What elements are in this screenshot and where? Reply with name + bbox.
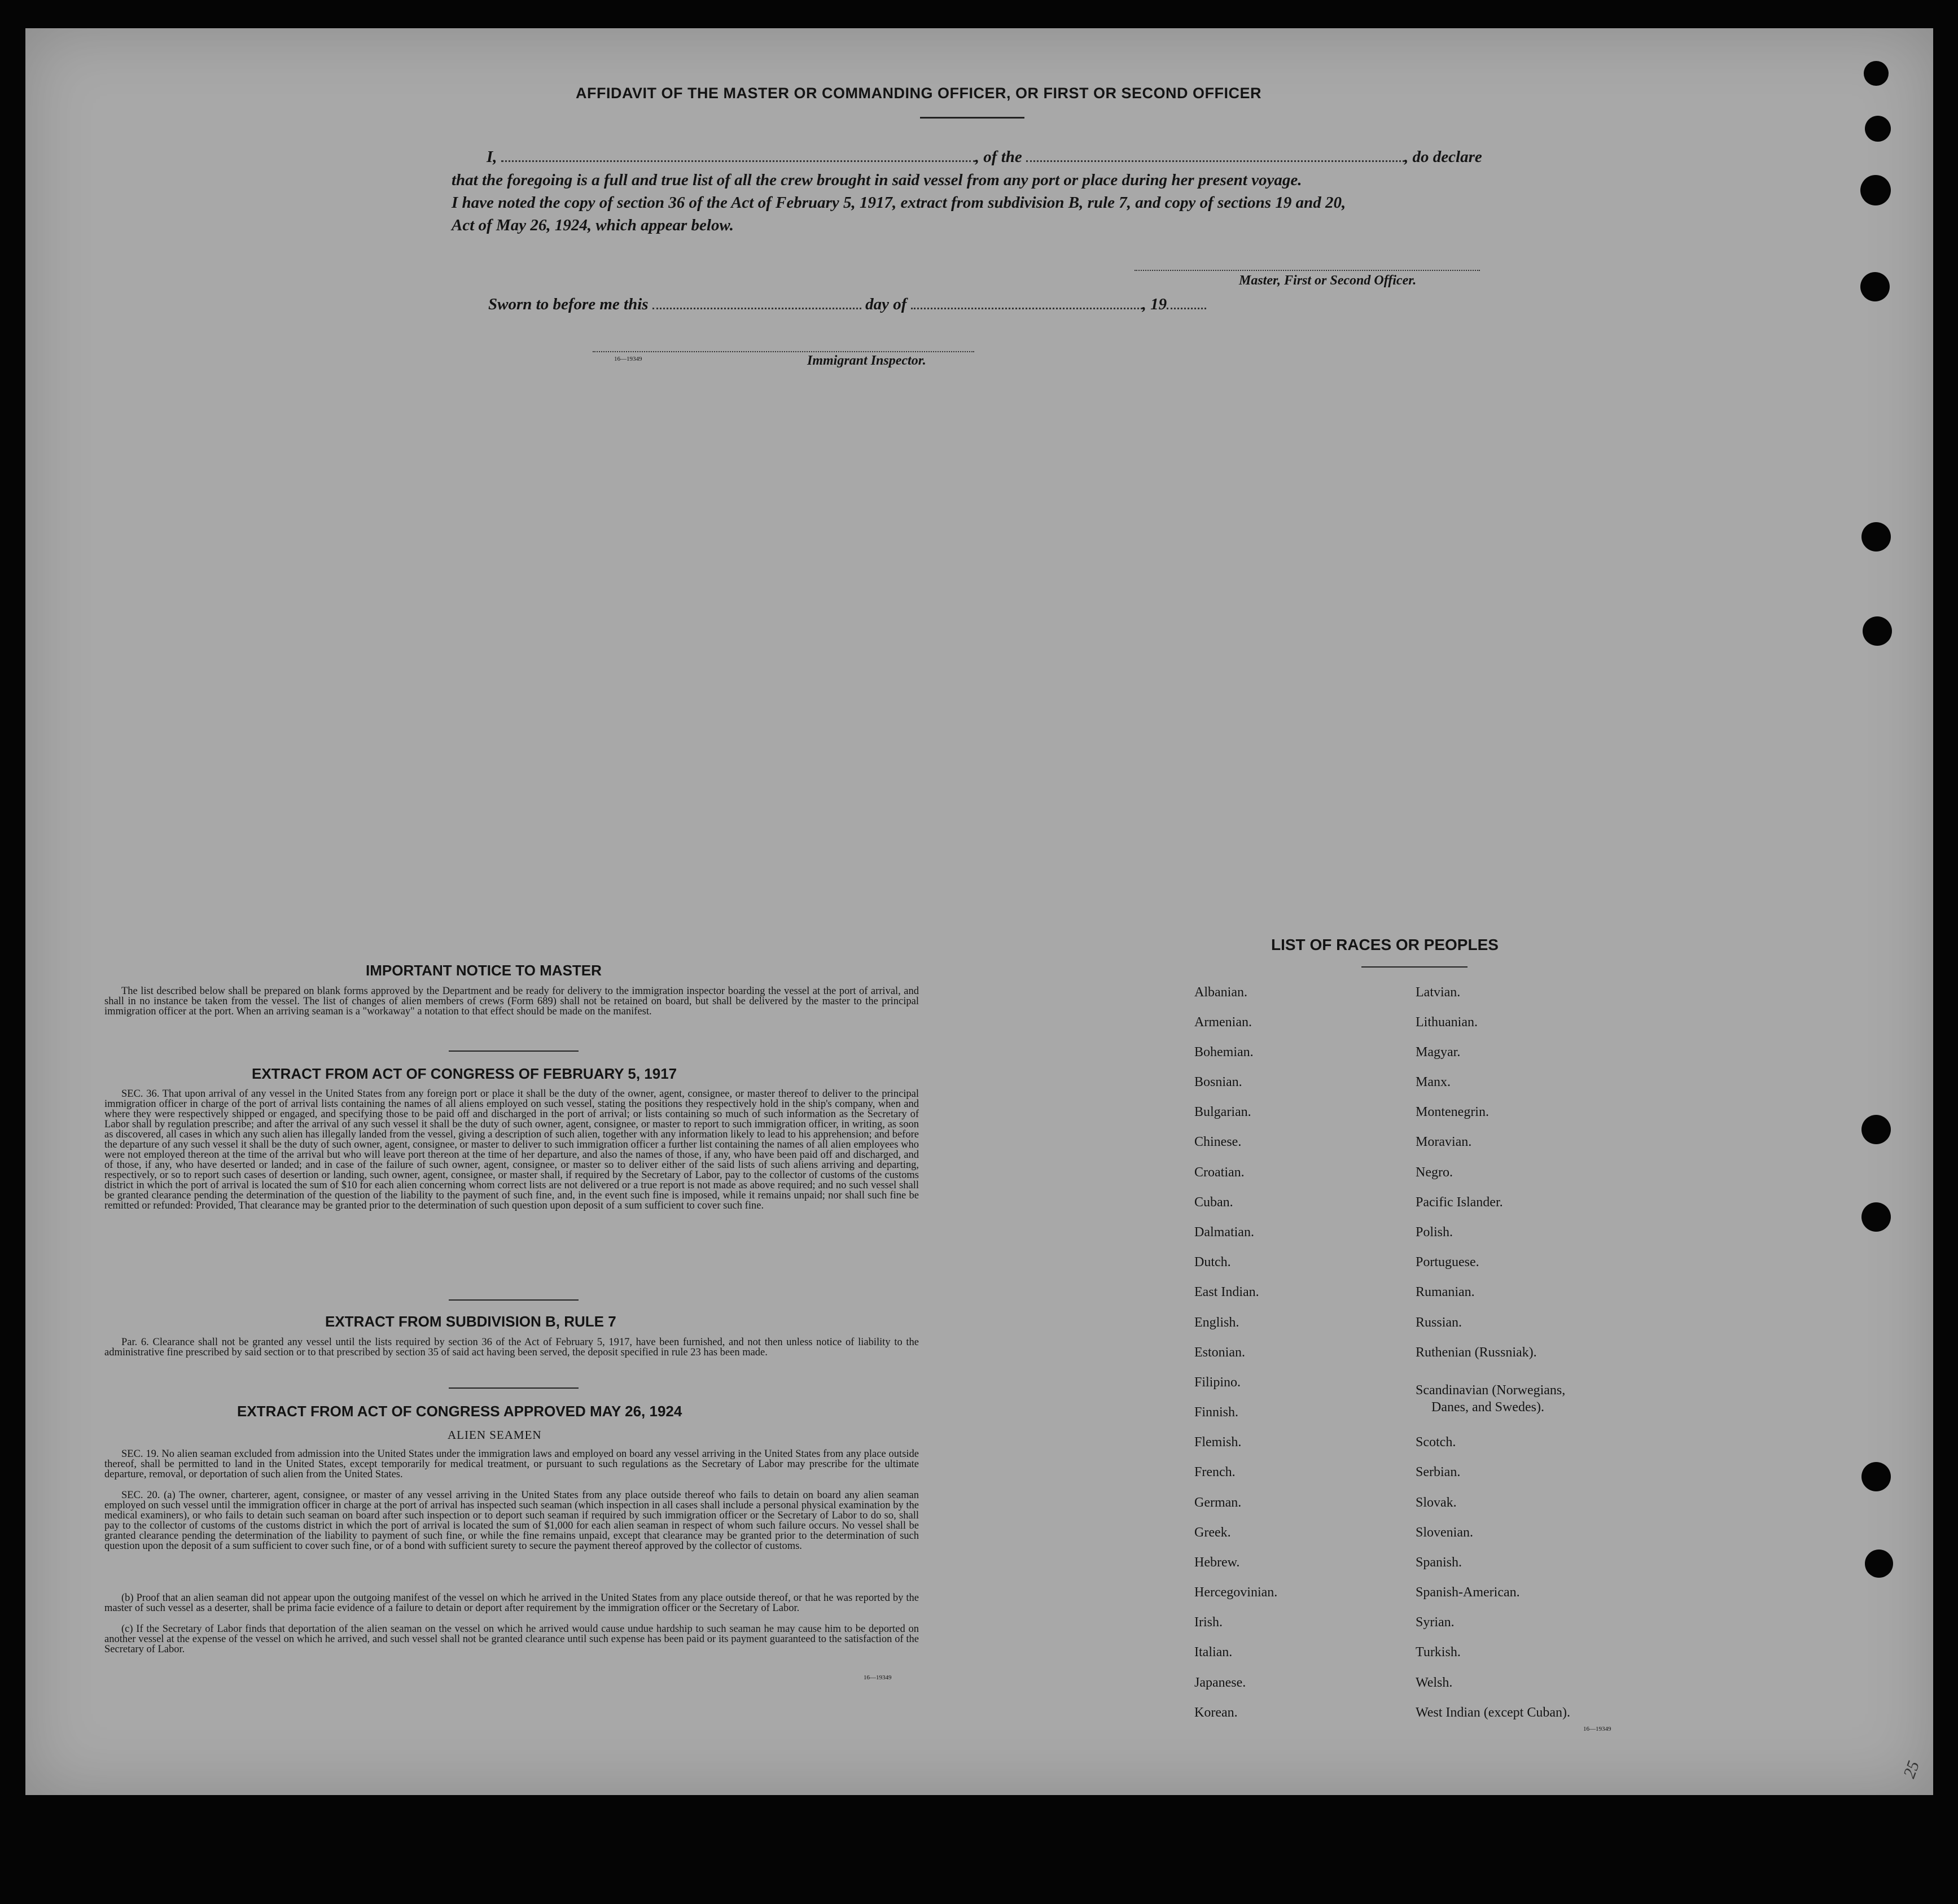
binder-hole [1860,272,1890,301]
race-item: Negro. [1416,1165,1453,1180]
race-item: Flemish. [1194,1435,1242,1450]
divider [449,1387,579,1389]
race-item: Estonian. [1194,1345,1245,1360]
divider [449,1299,579,1301]
race-item: Armenian. [1194,1015,1252,1030]
race-item: Albanian. [1194,985,1247,1000]
year-blank [1167,308,1206,309]
form-number: 16—19349 [864,1674,892,1681]
race-item: Chinese. [1194,1135,1242,1149]
affidavit-line-1 [487,148,1482,167]
race-item: Hercegovinian. [1194,1585,1278,1600]
sworn-text: Sworn to before me this [488,295,649,313]
race-item: Bohemian. [1194,1045,1254,1060]
form-number: 16—19349 [614,356,642,362]
binder-hole [1863,616,1892,646]
notice-text: The list described below shall be prepared on blank forms approved by the Department and be ready for delivery to the immigration inspector boarding the vessel at the port of arrival, and shall in no instance be taken from the vessel. The list of changes of alien members of crews (Form 689) shall not be retained on board, but shall be delivered by the master to the principal immigration officer at the port. When an arriving seaman is a "workaway" a notation to that effect should be made on the manifest. [104,986,919,1017]
affidavit-line-4: Act of May 26, 1924, which appear below. [452,216,734,234]
inspector-label: Immigrant Inspector. [807,353,926,368]
binder-hole [1861,1202,1891,1232]
race-item: Polish. [1416,1225,1453,1240]
rule7-text: Par. 6. Clearance shall not be granted any vessel until the lists required by section 36 of the Act of February 5, 1917, have been furnished, and not then unless notice of liability to the administrative fine prescribed by said section or to that prescribed by section 35 of said act having been served, the deposit specified in rule 23 has been made. [104,1337,919,1358]
race-item: Welsh. [1416,1675,1453,1690]
notice-title: IMPORTANT NOTICE TO MASTER [366,962,602,979]
extract-1917-text: SEC. 36. That upon arrival of any vessel in the United States from any foreign port or place it shall be the duty of the owner, agent, consignee, or master thereof to deliver to the principal immigration officer in charge of the port of arrival lists containing the names of all aliens employed on such vessel, stating the positions they respectively hold in the ship's company, when and where they were respectively shipped or engaged, and specifying those to be paid off and discharged in the port of arrival; or lists containing so much of such information as the Secretary of Labor shall by regulation prescribe; and after the arrival of any such vessel it shall be the duty of such owner, agent, consignee, or master to report to such immigration officer, in writing, as soon as discovered, all cases in which any such alien has illegally landed from the vessel, giving a description of such alien, together with any information likely to lead to his apprehension; and before the departure of any such vessel it shall be the duty of such owner, agent, consignee, or master to deliver to such immigration officer a further list containing the names of all alien employees who were not employed thereon at the time of the arrival but who will leave port thereon at the time of her departure, and also the names of those, if any, who have been paid off and discharged, and of those, if any, who have deserted or landed; and in case of the failure of such owner, agent, consignee, or master so to deliver either of the said lists of such aliens arriving and departing, respectively, or so to report such cases of desertion or landing, such owner, agent, consignee, or master shall, if required by the Secretary of Labor, pay to the collector of customs of the customs district in which the port of arrival is located the sum of $10 for each alien concerning whom correct lists are not delivered or a true report is not made as above required; and no such vessel shall be granted clearance pending the determination of the question of the liability to the payment of such fine, and, in the event such fine is imposed, while it remains unpaid; nor shall such fine be remitted or refunded: Provided, That clearance may be granted prior to the determination of such question upon deposit of a sum sufficient to cover such fine. [104,1088,919,1211]
affidavit-line-2: that the foregoing is a full and true list of all the crew brought in said vessel from any port or place during her present voyage. [452,171,1302,189]
race-item: Serbian. [1416,1465,1461,1480]
race-item: German. [1194,1495,1242,1510]
race-item: Latvian. [1416,985,1461,1000]
race-item: Bulgarian. [1194,1105,1251,1119]
race-item: Russian. [1416,1315,1462,1330]
race-item: Danes, and Swedes). [1431,1400,1544,1415]
binder-hole [1865,1550,1893,1578]
race-item: Montenegrin. [1416,1105,1489,1119]
race-item: Korean. [1194,1705,1238,1720]
handwritten-page-mark: 25 [1899,1758,1924,1781]
race-item: Hebrew. [1194,1555,1240,1570]
race-item: Slovak. [1416,1495,1457,1510]
race-item: Irish. [1194,1615,1223,1630]
signature-label: Master, First or Second Officer. [1239,273,1417,288]
signature-line [1134,270,1480,271]
affidavit-text: I, [487,148,497,166]
race-item: Finnish. [1194,1405,1239,1420]
race-item: Lithuanian. [1416,1015,1478,1030]
race-item: Rumanian. [1416,1285,1475,1299]
divider [449,1051,579,1052]
sec20b-text: (b) Proof that an alien seaman did not appear upon the outgoing manifest of the vessel on which he arrived in the United States from any place outside thereof, or that he was reported by the master of such vessel as a deserter, shall be prima facie evidence of a failure to detain or deport after requirement by the immigration officer or the Secretary of Labor. [104,1592,919,1614]
binder-hole [1861,522,1891,551]
race-item: Italian. [1194,1645,1233,1660]
sworn-text: day of [865,295,907,313]
race-item: Greek. [1194,1525,1231,1540]
race-item: Slovenian. [1416,1525,1473,1540]
race-item: East Indian. [1194,1285,1259,1299]
sec20c-text: (c) If the Secretary of Labor finds that deportation of the alien seaman on the vessel on which he arrived would cause undue hardship to such seaman he may cause him to be deported on another vessel at the expense of the vessel on which he arrived, and such vessel shall not be granted clearance until such expense has been paid or its payment guaranteed to the satisfaction of the Secretary of Labor. [104,1623,919,1655]
race-item: Spanish-American. [1416,1585,1520,1600]
inspector-signature-line [593,351,974,352]
binder-hole [1864,61,1889,86]
rule7-title: EXTRACT FROM SUBDIVISION B, RULE 7 [325,1313,616,1330]
binder-hole [1861,1115,1891,1144]
sworn-line [488,295,1206,314]
affidavit-text: , of the [975,148,1022,166]
race-item: Croatian. [1194,1165,1245,1180]
binder-hole [1860,175,1891,205]
race-item: Dutch. [1194,1255,1231,1270]
alien-seamen-subtitle: ALIEN SEAMEN [448,1428,542,1442]
race-item: Pacific Islander. [1416,1195,1503,1210]
race-item: Ruthenian (Russniak). [1416,1345,1537,1360]
race-item: Portuguese. [1416,1255,1479,1270]
race-item: Scotch. [1416,1435,1456,1450]
race-item: Scandinavian (Norwegians, [1416,1383,1566,1398]
race-item: Japanese. [1194,1675,1246,1690]
vessel-blank [1026,160,1404,162]
race-item: Cuban. [1194,1195,1233,1210]
race-item: Turkish. [1416,1645,1461,1660]
divider [920,117,1024,119]
race-item: West Indian (except Cuban). [1416,1705,1570,1720]
binder-hole [1861,1462,1891,1491]
name-blank [501,160,975,162]
affidavit-line-3: I have noted the copy of section 36 of the Act of February 5, 1917, extract from subdivision B, rule 7, and copy of sections 19 and 20, [452,194,1346,212]
races-title: LIST OF RACES OR PEOPLES [1271,936,1499,953]
month-blank [911,308,1142,309]
affidavit-title: AFFIDAVIT OF THE MASTER OR COMMANDING OFFICER, OR FIRST OR SECOND OFFICER [576,85,1261,102]
race-item: Manx. [1416,1075,1451,1089]
sworn-text: , 19 [1142,295,1167,313]
race-item: Moravian. [1416,1135,1472,1149]
race-item: Spanish. [1416,1555,1462,1570]
race-item: Dalmatian. [1194,1225,1254,1240]
binder-hole [1865,116,1891,142]
extract-1924-title: EXTRACT FROM ACT OF CONGRESS APPROVED MAY 26, 1924 [237,1403,682,1420]
divider [1361,966,1468,968]
sec19-text: SEC. 19. No alien seaman excluded from admission into the United States under the immigration laws and employed on board any vessel arriving in the United States from any place outside thereof, shall be permitted to land in the United States, except temporarily for medical treatment, or pursuant to such regulations as the Secretary of Labor may prescribe for the ultimate departure, removal, or deportation of such alien from the United States. [104,1448,919,1480]
extract-1917-title: EXTRACT FROM ACT OF CONGRESS OF FEBRUARY 5, 1917 [252,1065,677,1082]
sec20a-text: SEC. 20. (a) The owner, charterer, agent, consignee, or master of any vessel arriving in the United States from any place outside thereof who fails to detain on board any alien seaman employed on such vessel until the immigration officer in charge at the port of arrival has inspected such seaman (which inspection in all cases shall include a personal physical examination by the medical examiners), or who fails to detain such seaman on board after such inspection or to deport such seaman if required by such immigration officer or the Secretary of Labor to do so, shall pay to the collector of customs of the customs district in which the port of arrival is located the sum of $1,000 for each alien seaman in respect of whom such failure occurs. No vessel shall be granted clearance pending the determination of the liability to payment of such fine, or while the fine remains unpaid, except that clearance may be granted prior to the determination of such question upon the deposit of a sum sufficient to cover such fine, or of a bond with sufficient surety to secure the payment thereof approved by the collector of customs. [104,1490,919,1552]
race-item: Syrian. [1416,1615,1455,1630]
race-item: Bosnian. [1194,1075,1242,1089]
affidavit-text: , do declare [1404,148,1482,166]
form-number: 16—19349 [1583,1726,1611,1732]
race-item: French. [1194,1465,1236,1480]
race-item: Filipino. [1194,1375,1241,1390]
race-item: English. [1194,1315,1239,1330]
day-blank [652,308,861,309]
race-item: Magyar. [1416,1045,1461,1060]
